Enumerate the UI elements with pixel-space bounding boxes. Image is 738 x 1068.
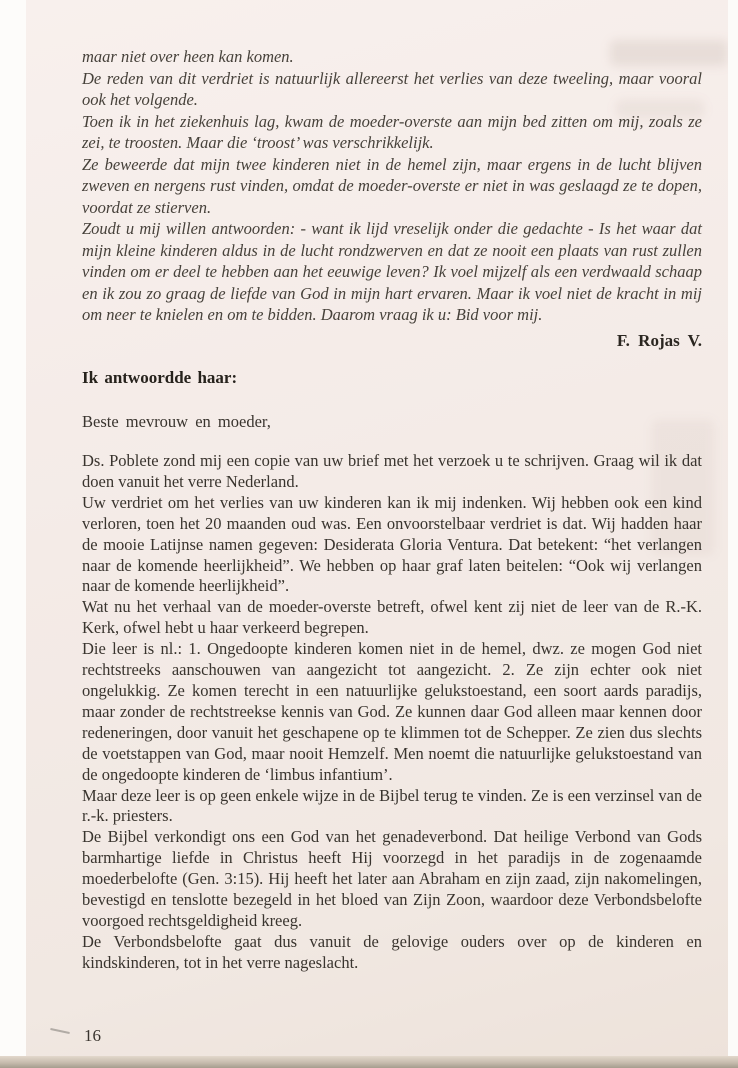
scan-edge-left (0, 0, 26, 1068)
reply-paragraph: Maar deze leer is op geen enkele wijze in de Bijbel terug te vinden. Ze is een verzinsel van de r.-k. priesters. (82, 785, 702, 826)
reply-paragraph: Ds. Poblete zond mij een copie van uw brief met het verzoek u te schrijven. Graag wil ik dat doen vanuit het verre Nederland. (82, 451, 702, 491)
quoted-letter-paragraph: Ze beweerde dat mijn twee kinderen niet in de hemel zijn, maar ergens in de lucht blijven zweven en nergens rust vinden, omdat de moeder-overste er niet in was geslaagd ze te dopen, voordat ze stierven. (82, 154, 702, 217)
reply-paragraph: De Bijbel verkondigt ons een God van het genadeverbond. Dat heilige Verbond van Gods barmhartige liefde in Christus heeft Hij voorzegd in het paradijs in de zogenaamde moederbelofte (Gen. 3:15). Hij heeft het later aan Abraham en zijn zaad, zijn nakomelingen, bevestigd en tenslotte bezegeld in het bloed van Zijn Zoon, waardoor deze Verbondsbelofte voorgoed rechtsgeldigheid kreeg. (82, 827, 702, 930)
quoted-letter-paragraph: Zoudt u mij willen antwoorden: - want ik lijd vreselijk onder die gedachte - Is het waar dat mijn kleine kinderen aldus in de lucht rondzwerven en dat ze nooit een plaats van rust zullen vinden om er deel te hebben aan het eeuwige leven? Ik voel mijzelf als een verdwaald schaap en ik zou zo graag de liefde van God in mijn hart ervaren. Maar ik voel niet de kracht in mij om neer te knielen en om te bidden. Daarom vraag ik u: Bid voor mij. (82, 219, 702, 324)
pencil-scratch-mark (50, 1028, 70, 1034)
scan-edge-right (728, 0, 738, 1068)
reply-body (82, 451, 702, 974)
quoted-letter (82, 46, 702, 326)
quoted-letter-paragraph: De reden van dit verdriet is natuurlijk allereerst het verlies van deze tweeling, maar vooral ook het volgende. (82, 68, 702, 109)
reply-paragraph: Wat nu het verhaal van de moeder-overste betreft, ofwel kent zij niet de leer van de R.-K. Kerk, ofwel hebt u haar verkeerd begrepen. (82, 597, 702, 638)
page-number: 16 (84, 1026, 101, 1045)
reply-paragraph: De Verbondsbelofte gaat dus vanuit de gelovige ouders over op de kinderen en kindskinderen, tot in het verre nageslacht. (82, 931, 702, 972)
page-content (82, 46, 702, 974)
reply-paragraph: Uw verdriet om het verlies van uw kinderen kan ik mij indenken. Wij hebben ook een kind verloren, toen het 20 maanden oud was. Een onvoorstelbaar verdriet is dat. Wij hadden haar de mooie Latijnse namen gegeven: Desiderata Gloria Ventura. Dat betekent: “het verlangen naar de komende heerlijkheid”. We hebben op haar graf laten beitelen: “Ook wij verlangen naar de komende heerlijkheid”. (82, 492, 702, 596)
letter-signature: F. Rojas V. (616, 330, 702, 350)
quoted-letter-paragraph: Toen ik in het ziekenhuis lag, kwam de moeder-overste aan mijn bed zitten om mij, zoals ze zei, te troosten. Maar die ‘troost’ was verschrikkelijk. (82, 111, 702, 152)
reply-paragraph: Die leer is nl.: 1. Ongedoopte kinderen komen niet in de hemel, dwz. ze mogen God niet rechtstreeks aanschouwen van aangezicht tot aangezicht. 2. Ze zijn echter ook niet ongelukkig. Ze komen terecht in een natuurlijke gelukstoestand, een soort aards paradijs, maar zonder de rechtstreekse kennis van God. Ze kunnen daar God alleen maar kennen door redeneringen, door vanuit het geschapene op te klimmen tot de Schepper. Ze zien dus slechts de voetstappen van God, maar nooit Hemzelf. Men noemt die natuurlijke gelukstoestand van de ongedoopte kinderen de ‘limbus infantium’. (82, 639, 702, 784)
scan-edge-bottom (0, 1056, 738, 1068)
quoted-letter-paragraph: maar niet over heen kan komen. (82, 47, 294, 66)
reply-heading: Ik antwoordde haar: (82, 368, 238, 387)
reply-salutation: Beste mevrouw en moeder, (82, 411, 271, 431)
